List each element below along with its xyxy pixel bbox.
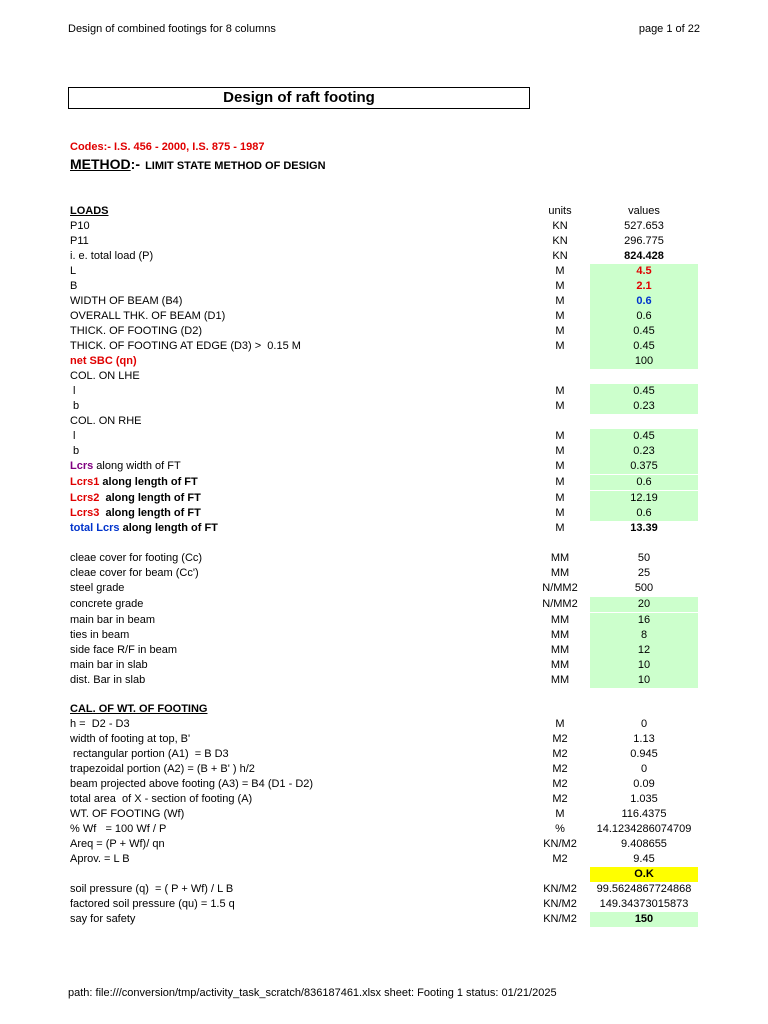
- row-unit: MM: [550, 644, 570, 656]
- row-label: concrete grade: [70, 598, 144, 610]
- row-unit: M: [555, 460, 565, 472]
- row-value[interactable]: 100: [590, 354, 698, 369]
- row-label: [70, 521, 218, 536]
- units-heading: units: [548, 205, 572, 217]
- table-row: [0, 882, 768, 897]
- row-value: 1.035: [630, 793, 658, 805]
- cal-heading: CAL. OF WT. OF FOOTING: [70, 703, 208, 715]
- row-value[interactable]: 0.6: [590, 475, 698, 490]
- loads-heading: LOADS: [70, 205, 109, 217]
- row-unit: KN: [552, 220, 568, 232]
- table-row: [0, 747, 768, 762]
- row-value[interactable]: 0.45: [590, 339, 698, 354]
- lcrs1-desc: along length of FT: [99, 476, 198, 488]
- lcrs-term: Lcrs: [70, 460, 94, 472]
- row-unit: M: [555, 507, 565, 519]
- row-value: 116.4375: [621, 808, 667, 820]
- table-row: [0, 566, 768, 581]
- row-unit: MM: [550, 659, 570, 671]
- row-label: soil pressure (q) = ( P + Wf) / L B: [70, 883, 234, 895]
- row-label: WIDTH OF BEAM (B4): [70, 295, 183, 307]
- table-row: [0, 581, 768, 596]
- table-row: [0, 867, 768, 882]
- row-unit: M: [555, 445, 565, 457]
- row-value: 50: [637, 552, 651, 564]
- row-unit: KN/M2: [543, 883, 577, 895]
- row-value[interactable]: 8: [590, 628, 698, 643]
- row-label: WT. OF FOOTING (Wf): [70, 808, 185, 820]
- row-unit: KN: [552, 250, 568, 262]
- row-value: 824.428: [624, 250, 664, 262]
- row-value: 527.653: [624, 220, 664, 232]
- table-row: [0, 324, 768, 339]
- row-label: P11: [70, 235, 89, 247]
- table-row: [0, 807, 768, 822]
- row-unit: M2: [552, 778, 568, 790]
- row-unit: M: [555, 310, 565, 322]
- table-row: [0, 219, 768, 234]
- row-label: [70, 506, 201, 521]
- total-lcrs-term: total Lcrs: [70, 522, 120, 534]
- values-heading: values: [628, 205, 660, 217]
- row-unit: M2: [552, 853, 568, 865]
- table-row: [0, 658, 768, 673]
- row-label: cleae cover for footing (Cc): [70, 552, 203, 564]
- page-footer-path: path: file:///conversion/tmp/activity_task_scratch/836187461.xlsx sheet: Footing 1 status: 01/21/2025: [68, 987, 557, 999]
- row-label: main bar in slab: [70, 659, 148, 671]
- codes-line: Codes:- I.S. 456 - 2000, I.S. 875 - 1987: [70, 141, 265, 153]
- row-label: say for safety: [70, 913, 136, 925]
- row-label: side face R/F in beam: [70, 644, 177, 656]
- table-row: [0, 521, 768, 536]
- row-unit: M: [555, 476, 565, 488]
- row-label: [70, 475, 198, 490]
- row-label: THICK. OF FOOTING (D2): [70, 325, 202, 337]
- table-row: [0, 852, 768, 867]
- row-unit: M: [555, 400, 565, 412]
- row-value: 296.775: [624, 235, 664, 247]
- table-row: [0, 294, 768, 309]
- row-label: Aprov. = L B: [70, 853, 130, 865]
- row-unit: M: [555, 430, 565, 442]
- row-label: COL. ON LHE: [70, 370, 140, 382]
- row-label: b: [70, 400, 80, 412]
- row-label: l: [70, 385, 76, 397]
- row-value: 9.408655: [621, 838, 667, 850]
- row-label: width of footing at top, B': [70, 733, 191, 745]
- row-label: main bar in beam: [70, 614, 155, 626]
- row-unit: KN/M2: [543, 913, 577, 925]
- row-value: 9.45: [633, 853, 655, 865]
- lcrs1-term: Lcrs1: [70, 476, 100, 488]
- row-unit: M: [555, 385, 565, 397]
- table-row: [0, 597, 768, 612]
- row-unit: M: [555, 718, 565, 730]
- row-unit: M2: [552, 733, 568, 745]
- table-row: [0, 459, 768, 474]
- table-row: [0, 837, 768, 852]
- row-unit: N/MM2: [542, 582, 578, 594]
- lcrs2-term: Lcrs2: [70, 492, 100, 504]
- row-value: 0: [640, 763, 648, 775]
- method-label: METHOD: [70, 156, 131, 172]
- row-label: L: [70, 265, 77, 277]
- row-label: [70, 491, 201, 506]
- page-header-title: Design of combined footings for 8 columns: [68, 23, 276, 35]
- row-unit: MM: [550, 567, 570, 579]
- loads-header-row: [0, 204, 768, 219]
- method-text: LIMIT STATE METHOD OF DESIGN: [145, 160, 326, 172]
- row-unit: MM: [550, 629, 570, 641]
- row-label: b: [70, 445, 80, 457]
- method-separator: :-: [130, 156, 140, 172]
- row-label: i. e. total load (P): [70, 250, 154, 262]
- row-label: steel grade: [70, 582, 125, 594]
- row-label: COL. ON RHE: [70, 415, 142, 427]
- row-value[interactable]: 12.19: [590, 491, 698, 506]
- table-row: [0, 491, 768, 506]
- row-value[interactable]: 0.45: [590, 384, 698, 399]
- row-label: OVERALL THK. OF BEAM (D1): [70, 310, 226, 322]
- row-value[interactable]: 20: [590, 597, 698, 612]
- table-row: [0, 643, 768, 658]
- table-row: [0, 762, 768, 777]
- row-unit: MM: [550, 552, 570, 564]
- row-unit: M: [555, 280, 565, 292]
- document-title: Design of raft footing: [68, 87, 530, 109]
- method-line: [70, 156, 326, 172]
- row-unit: M: [555, 340, 565, 352]
- row-unit: M2: [552, 793, 568, 805]
- row-unit: M: [555, 325, 565, 337]
- lcrs-desc: along width of FT: [93, 460, 181, 472]
- total-lcrs-desc: along length of FT: [119, 522, 218, 534]
- row-value: 0: [640, 718, 648, 730]
- row-label: THICK. OF FOOTING AT EDGE (D3) > 0.15 M: [70, 340, 301, 352]
- row-unit: M: [555, 295, 565, 307]
- row-value[interactable]: 0.6: [590, 309, 698, 324]
- row-value[interactable]: 0.23: [590, 444, 698, 459]
- row-value[interactable]: 0.6: [590, 294, 698, 309]
- table-row: [0, 354, 768, 369]
- row-unit: M: [555, 808, 565, 820]
- table-row: [0, 399, 768, 414]
- row-label: cleae cover for beam (Cc'): [70, 567, 199, 579]
- row-value[interactable]: 10: [590, 658, 698, 673]
- table-row: [0, 732, 768, 747]
- row-value[interactable]: 10: [590, 673, 698, 688]
- table-row: [0, 673, 768, 688]
- row-unit: M2: [552, 748, 568, 760]
- row-unit: KN/M2: [543, 838, 577, 850]
- row-value[interactable]: 0.375: [590, 459, 698, 474]
- row-value[interactable]: 150: [590, 912, 698, 927]
- table-row: [0, 912, 768, 927]
- row-label: Areq = (P + Wf)/ qn: [70, 838, 165, 850]
- row-label: P10: [70, 220, 90, 232]
- row-value[interactable]: 4.5: [590, 264, 698, 279]
- row-label: % Wf = 100 Wf / P: [70, 823, 167, 835]
- row-label: ties in beam: [70, 629, 130, 641]
- row-value: 149.34373015873: [599, 898, 689, 910]
- row-unit: M: [555, 265, 565, 277]
- row-label: total area of X - section of footing (A): [70, 793, 253, 805]
- row-unit: M: [555, 492, 565, 504]
- row-value[interactable]: 0.6: [590, 506, 698, 521]
- row-label: dist. Bar in slab: [70, 674, 146, 686]
- row-value: 1.13: [633, 733, 655, 745]
- row-value[interactable]: 0.23: [590, 399, 698, 414]
- row-value: 99.5624867724868: [596, 883, 692, 895]
- table-row: [0, 897, 768, 912]
- row-label: B: [70, 280, 78, 292]
- row-unit: M2: [552, 763, 568, 775]
- row-label: net SBC (qn): [70, 355, 137, 367]
- table-row: [0, 369, 768, 384]
- row-label: factored soil pressure (qu) = 1.5 q: [70, 898, 235, 910]
- row-value[interactable]: 0.45: [590, 324, 698, 339]
- row-value: 14.1234286074709: [596, 823, 692, 835]
- row-label: rectangular portion (A1) = B D3: [70, 748, 229, 760]
- table-row: [0, 475, 768, 490]
- row-value: 0.945: [630, 748, 658, 760]
- table-row: [0, 279, 768, 294]
- row-unit: MM: [550, 674, 570, 686]
- row-unit: %: [555, 823, 565, 835]
- lcrs3-term: Lcrs3: [70, 507, 100, 519]
- table-row: [0, 249, 768, 264]
- table-row: [0, 777, 768, 792]
- table-row: [0, 551, 768, 566]
- row-value[interactable]: 2.1: [590, 279, 698, 294]
- row-value[interactable]: 0.45: [590, 429, 698, 444]
- table-row: [0, 429, 768, 444]
- row-label: trapezoidal portion (A2) = (B + B' ) h/2: [70, 763, 255, 775]
- cal-header-row: [0, 702, 768, 717]
- row-label: l: [70, 430, 76, 442]
- table-row: [0, 792, 768, 807]
- table-row: [0, 822, 768, 837]
- status-ok-cell: O.K: [590, 867, 698, 882]
- table-row: [0, 628, 768, 643]
- table-row: [0, 444, 768, 459]
- table-row: [0, 384, 768, 399]
- row-value[interactable]: 12: [590, 643, 698, 658]
- row-value: 0.09: [633, 778, 655, 790]
- row-label: h = D2 - D3: [70, 718, 130, 730]
- row-value[interactable]: 16: [590, 613, 698, 628]
- row-unit: M: [555, 522, 565, 534]
- table-row: [0, 264, 768, 279]
- row-value: 25: [637, 567, 651, 579]
- row-value: 13.39: [630, 522, 658, 534]
- table-row: [0, 234, 768, 249]
- row-unit: MM: [550, 614, 570, 626]
- page-number: page 1 of 22: [638, 23, 700, 35]
- table-row: [0, 309, 768, 324]
- lcrs3-desc: along length of FT: [99, 507, 201, 519]
- table-row: [0, 506, 768, 521]
- row-label: beam projected above footing (A3) = B4 (D1 - D2): [70, 778, 314, 790]
- row-value: 500: [634, 582, 654, 594]
- table-row: [0, 717, 768, 732]
- lcrs2-desc: along length of FT: [99, 492, 201, 504]
- table-row: [0, 613, 768, 628]
- table-row: [0, 414, 768, 429]
- row-unit: KN/M2: [543, 898, 577, 910]
- table-row: [0, 339, 768, 354]
- row-unit: KN: [552, 235, 568, 247]
- row-label: [70, 459, 181, 474]
- row-unit: N/MM2: [542, 598, 578, 610]
